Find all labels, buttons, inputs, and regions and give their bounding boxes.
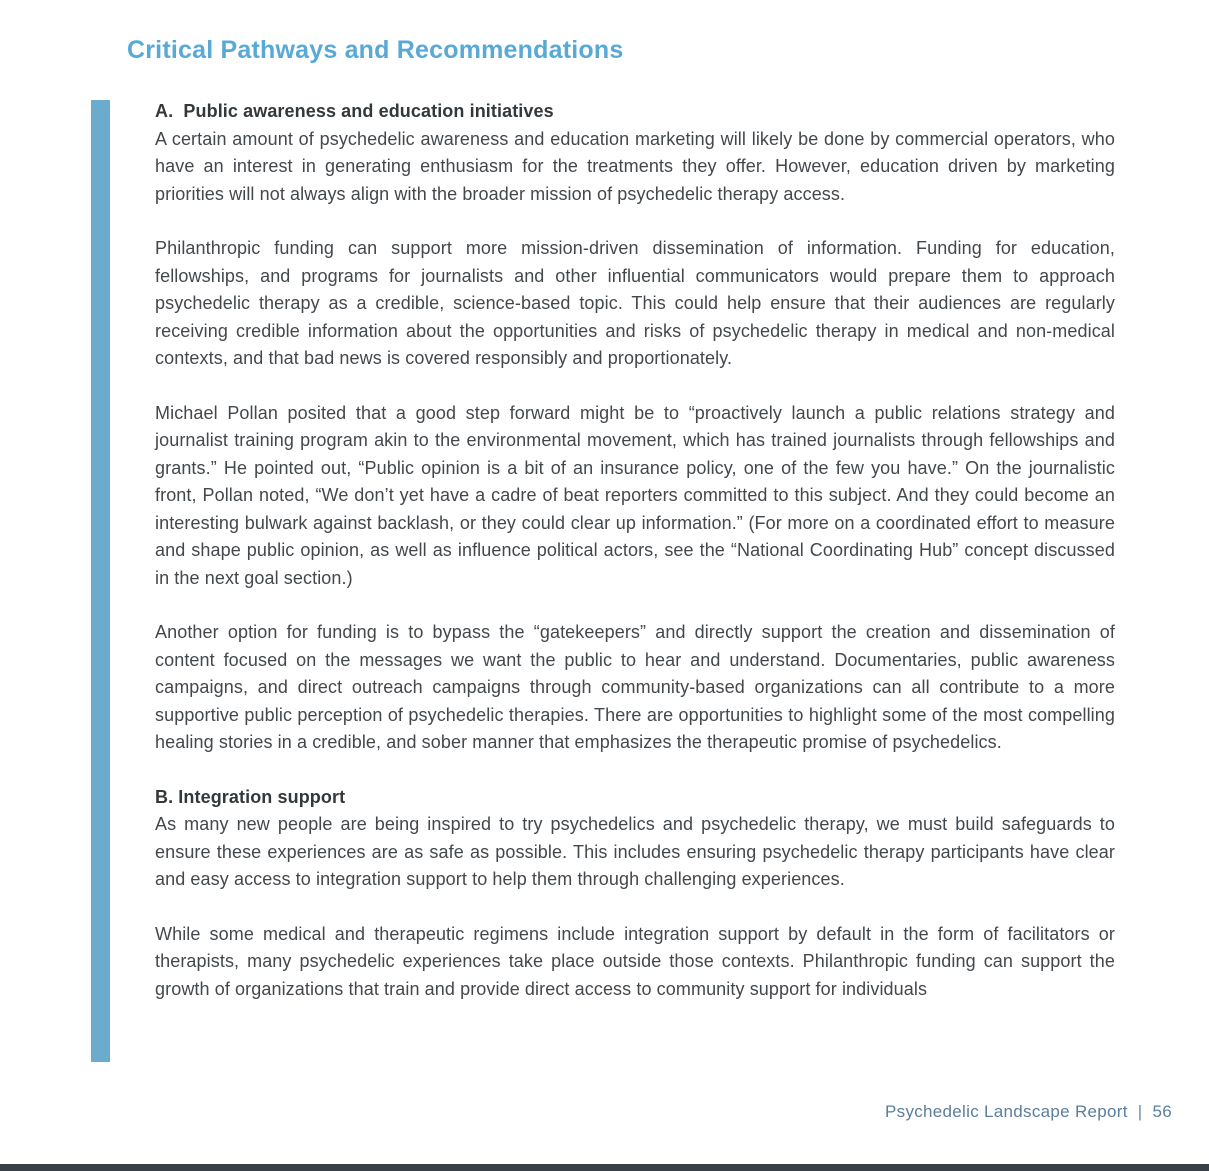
bottom-bar	[0, 1164, 1209, 1171]
section-heading-a: A. Public awareness and education initiatives	[155, 101, 554, 121]
footer-separator: |	[1137, 1102, 1143, 1121]
footer-report-name: Psychedelic Landscape Report	[885, 1102, 1128, 1121]
left-accent-bar	[91, 100, 110, 1062]
paragraph-b1: As many new people are being inspired to try psychedelics and psychedelic therapy, we must build safeguards to ensure these experiences are as safe as possible. This includes ensuring psychedelic therapy participants have clear and easy access to integration support to help them through challenging experiences.	[155, 814, 1115, 889]
footer-page-number: 56	[1152, 1102, 1172, 1121]
page-footer	[885, 1102, 1172, 1122]
page-title: Critical Pathways and Recommendations	[127, 36, 624, 64]
paragraph-b2: While some medical and therapeutic regimens include integration support by default in the form of facilitators or therapists, many psychedelic experiences take place outside those contexts. Philanthropic funding can support the growth of organizations that train and provide direct access to community support for individuals	[155, 923, 1115, 999]
section-heading-b: B. Integration support	[155, 786, 346, 807]
page-content	[155, 98, 1115, 1030]
paragraph-a3: Michael Pollan posited that a good step forward might be to “proactively launch a public relations strategy and journalist training program akin to the environmental movement, which has trained journalists through fellowships and grants.” He pointed out, “Public opinion is a bit of an insurance policy, one of the few you have.” On the journalistic front, Pollan noted, “We don’t yet have a cadre of beat reporters committed to this subject. And they could become an interesting bulwark against backlash, or they could clear up information.” (For more on a coordinated effort to measure and shape public opinion, as well as influence political actors, see the “National Coordinating Hub” concept discussed in the next goal section.)	[155, 402, 1115, 588]
paragraph-a1: A certain amount of psychedelic awareness and education marketing will likely be done by commercial operators, who have an interest in generating enthusiasm for the treatments they offer. However, education driven by marketing priorities will not always align with the broader mission of psychedelic therapy access.	[155, 128, 1115, 204]
paragraph-a4: Another option for funding is to bypass the “gatekeepers” and directly support the creation and dissemination of content focused on the messages we want the public to hear and understand. Documentaries, public awareness campaigns, and direct outreach campaigns through community-based organizations can all contribute to a more supportive public perception of psychedelic therapies. There are opportunities to highlight some of the most compelling healing stories in a credible, and sober manner that emphasizes the therapeutic promise of psychedelics.	[155, 622, 1115, 752]
paragraph-a2: Philanthropic funding can support more mission-driven dissemination of information. Funding for education, fellowships, and programs for journalists and other influential communicators would prepare them to approach psychedelic therapy as a credible, science-based topic. This could help ensure that their audiences are regularly receiving credible information about the opportunities and risks of psychedelic therapy in medical and non-medical contexts, and that bad news is covered responsibly and proportionately.	[155, 238, 1115, 368]
